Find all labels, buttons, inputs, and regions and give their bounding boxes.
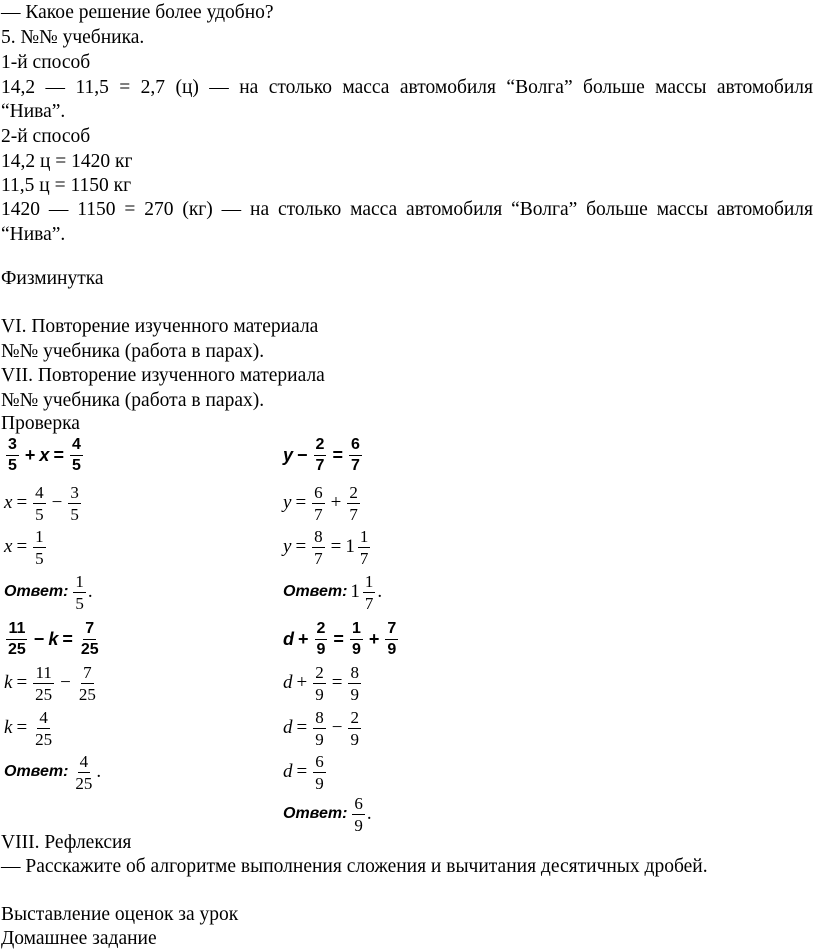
equation: d = $\frac{8}{9}$ − $\frac{2}{9}$ (283, 707, 359, 749)
equation: $\frac{11}{25}$ − k = $\frac{7}{25}$ (8, 619, 99, 658)
answer: Ответ: $\frac{6}{9}$ . (283, 793, 372, 835)
text-line: 14,2 ц = 1420 кг (1, 151, 133, 172)
text-line: 1-й способ (1, 52, 91, 73)
equation: d + $\frac{2}{9}$ = $\frac{1}{9}$ + $\frac{7}{9}$ (283, 619, 397, 658)
text-line: №№ учебника (работа в парах). (1, 390, 265, 411)
equation: d + $\frac{2}{9}$ = $\frac{8}{9}$ (283, 662, 359, 704)
answer: Ответ: 1 $\frac{1}{7}$ . (283, 571, 383, 613)
section-heading: Физминутка (1, 268, 104, 289)
text-line: 1420 — 1150 = 270 (кг) — на столько масса автомобиля “Волга” больше массы автомобиля (1, 199, 813, 220)
text-line: — Какое решение более удобно? (1, 2, 274, 23)
text-line: “Нива”. (1, 101, 66, 122)
equation: d = $\frac{6}{9}$ (283, 751, 324, 793)
text-line: Выставление оценок за урок (1, 904, 239, 925)
text-line: Проверка (1, 413, 80, 434)
answer: Ответ: $\frac{4}{25}$ . (4, 751, 102, 793)
equation: k = $\frac{11}{25}$ − $\frac{7}{25}$ (4, 662, 96, 704)
equation: y = $\frac{8}{7}$ = 1 $\frac{1}{7}$ (283, 526, 369, 568)
equation: y = $\frac{6}{7}$ + $\frac{2}{7}$ (283, 482, 358, 524)
text-line: “Нива”. (1, 224, 66, 245)
equation: x = $\frac{4}{5}$ − $\frac{3}{5}$ (4, 482, 79, 524)
text-line: 2-й способ (1, 126, 91, 147)
equation: y − $\frac{2}{7}$ = $\frac{6}{7}$ (283, 435, 360, 474)
text-line: Домашнее задание (1, 928, 157, 949)
section-heading: VI. Повторение изученного материала (1, 316, 319, 337)
text-line: №№ учебника (работа в парах). (1, 341, 265, 362)
section-heading: VIII. Рефлексия (1, 832, 132, 853)
equation: $\frac{3}{5}$ + x = $\frac{4}{5}$ (8, 435, 81, 474)
equation: x = $\frac{1}{5}$ (4, 526, 44, 568)
answer: Ответ: $\frac{1}{5}$ . (4, 571, 93, 613)
text-line: 5. №№ учебника. (1, 27, 145, 48)
text-line: 11,5 ц = 1150 кг (1, 175, 132, 196)
section-heading: VII. Повторение изученного материала (1, 365, 325, 386)
text-line: 14,2 — 11,5 = 2,7 (ц) — на столько масса автомобиля “Волга” больше массы автомобиля (1, 77, 813, 98)
text-line: — Расскажите об алгоритме выполнения сложения и вычитания десятичных дробей. (1, 856, 708, 877)
equation: k = $\frac{4}{25}$ (4, 707, 53, 749)
